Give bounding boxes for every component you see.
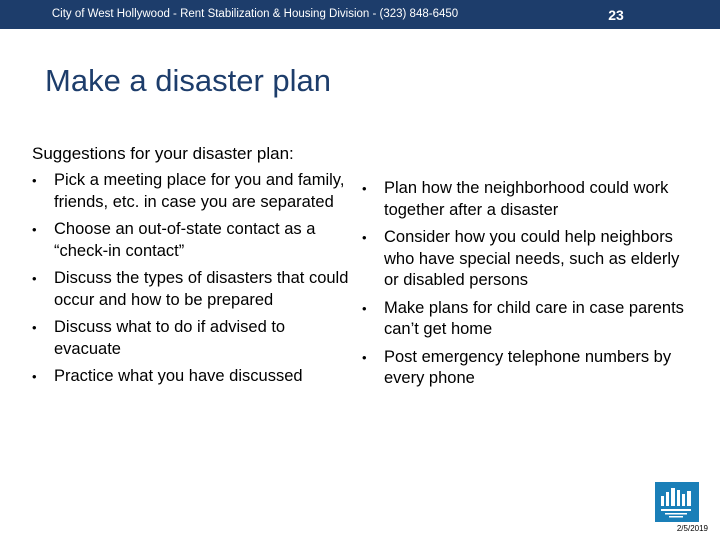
list-item-text: Consider how you could help neighbors who have special needs, such as elderly or disabled persons	[384, 228, 680, 289]
left-bullet-list	[32, 170, 352, 394]
list-item-text: Post emergency telephone numbers by every phone	[384, 347, 672, 387]
list-item	[32, 268, 352, 311]
header-text: City of West Hollywood - Rent Stabilization & Housing Division - (323) 848-6450	[51, 8, 459, 20]
bullet-icon: •	[362, 349, 367, 365]
list-item	[362, 347, 692, 390]
list-item	[32, 366, 352, 388]
list-item-text: Plan how the neighborhood could work together after a disaster	[384, 179, 669, 219]
city-logo-icon	[655, 482, 699, 522]
list-item	[32, 317, 352, 360]
bullet-icon: •	[32, 271, 37, 286]
bullet-icon: •	[32, 320, 37, 335]
bullet-icon: •	[32, 173, 37, 188]
list-item-text: Practice what you have discussed	[54, 367, 303, 385]
bullet-icon: •	[362, 300, 367, 316]
header-bar	[0, 0, 720, 29]
list-item	[362, 227, 692, 292]
list-item-text: Discuss what to do if advised to evacuate	[54, 318, 286, 358]
list-item-text: Make plans for child care in case parents can’t get home	[384, 298, 684, 338]
bullet-icon: •	[32, 222, 37, 237]
bullet-icon: •	[362, 181, 367, 196]
footer-date: 2/5/2019	[676, 524, 708, 533]
list-item-text: Discuss the types of disasters that could occur and how to be prepared	[54, 269, 349, 309]
list-item-text: Pick a meeting place for you and family, friends, etc. in case you are separated	[54, 171, 345, 211]
intro-text: Suggestions for your disaster plan:	[32, 144, 294, 163]
slide-title: Make a disaster plan	[45, 63, 332, 98]
list-item	[32, 219, 352, 262]
right-bullet-list	[362, 178, 692, 396]
bullet-icon: •	[32, 369, 37, 384]
bullet-icon: •	[362, 230, 367, 245]
slide-number: 23	[608, 7, 624, 23]
list-item-text: Choose an out-of-state contact as a “check-in contact”	[54, 220, 316, 260]
list-item	[32, 170, 352, 213]
list-item	[362, 178, 692, 221]
list-item	[362, 298, 692, 341]
